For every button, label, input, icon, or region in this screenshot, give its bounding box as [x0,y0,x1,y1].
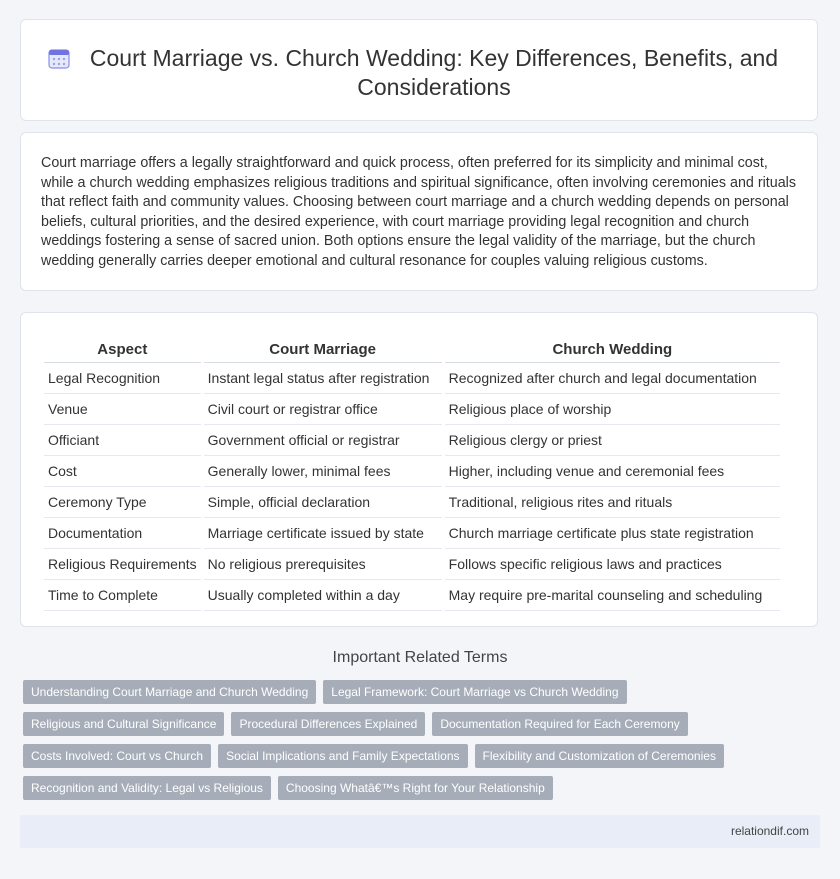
cell-court-marriage: Government official or registrar [204,425,442,456]
cell-church-wedding: Religious place of worship [445,394,780,425]
header-church-wedding: Church Wedding [445,333,780,363]
related-term-tag[interactable]: Social Implications and Family Expectations [218,744,467,768]
table-row [44,456,780,487]
cell-court-marriage: Simple, official declaration [204,487,442,518]
cell-church-wedding: Religious clergy or priest [445,425,780,456]
related-term-tag[interactable]: Flexibility and Customization of Ceremonies [475,744,724,768]
cell-court-marriage: Usually completed within a day [204,580,442,611]
related-term-tag[interactable]: Recognition and Validity: Legal vs Religious [23,776,271,800]
table-row [44,425,780,456]
related-terms-heading: Important Related Terms [332,649,508,666]
related-term-tag[interactable]: Documentation Required for Each Ceremony [432,712,687,736]
page-title: Court Marriage vs. Church Wedding: Key Differences, Benefits, and Considerations [89,45,779,100]
related-term-tag[interactable]: Religious and Cultural Significance [23,712,224,736]
cell-court-marriage: Instant legal status after registration [204,363,442,394]
comparison-card [20,312,818,627]
cell-aspect: Venue [44,394,201,425]
cell-aspect: Legal Recognition [44,363,201,394]
cell-aspect: Ceremony Type [44,487,201,518]
cell-court-marriage: Civil court or registrar office [204,394,442,425]
cell-court-marriage: Generally lower, minimal fees [204,456,442,487]
cell-church-wedding: Church marriage certificate plus state registration [445,518,780,549]
cell-aspect: Cost [44,456,201,487]
related-term-tag[interactable]: Costs Involved: Court vs Church [23,744,211,768]
header-aspect: Aspect [44,333,201,363]
table-row [44,487,780,518]
cell-church-wedding: Follows specific religious laws and practices [445,549,780,580]
table-header-row [44,333,780,363]
table-row [44,518,780,549]
cell-aspect: Officiant [44,425,201,456]
cell-church-wedding: Recognized after church and legal documentation [445,363,780,394]
cell-aspect: Documentation [44,518,201,549]
related-terms-list [23,680,733,800]
table-row [44,363,780,394]
related-term-tag[interactable]: Choosing Whatâ€™s Right for Your Relationship [278,776,553,800]
cell-church-wedding: May require pre-marital counseling and scheduling [445,580,780,611]
table-row [44,394,780,425]
related-term-tag[interactable]: Understanding Court Marriage and Church Wedding [23,680,316,704]
cell-church-wedding: Higher, including venue and ceremonial fees [445,456,780,487]
related-term-tag[interactable]: Procedural Differences Explained [231,712,425,736]
intro-paragraph: Court marriage offers a legally straightforward and quick process, often preferred for its simplicity and minimal cost, while a church wedding emphasizes religious traditions and spiritual significance, often involving ceremonies and rituals that reflect faith and community values. Choosing between court marriage and a church wedding depends on personal beliefs, cultural priorities, and the desired experience, with court marriage providing legal recognition and church weddings fostering a sense of sacred union. Both options ensure the legal validity of the marriage, but the church wedding generally carries deeper emotional and cultural resonance for couples valuing religious customs. [41,155,796,269]
cell-court-marriage: Marriage certificate issued by state [204,518,442,549]
intro-card [20,132,818,291]
cell-court-marriage: No religious prerequisites [204,549,442,580]
table-row [44,580,780,611]
footer [20,815,820,848]
comparison-table [41,333,783,611]
cell-church-wedding: Traditional, religious rites and rituals [445,487,780,518]
header-court-marriage: Court Marriage [204,333,442,363]
related-term-tag[interactable]: Legal Framework: Court Marriage vs Church Wedding [323,680,626,704]
cell-aspect: Time to Complete [44,580,201,611]
table-row [44,549,780,580]
cell-aspect: Religious Requirements [44,549,201,580]
title-card [20,19,818,121]
footer-site-link[interactable]: relationdif.com [730,824,809,838]
